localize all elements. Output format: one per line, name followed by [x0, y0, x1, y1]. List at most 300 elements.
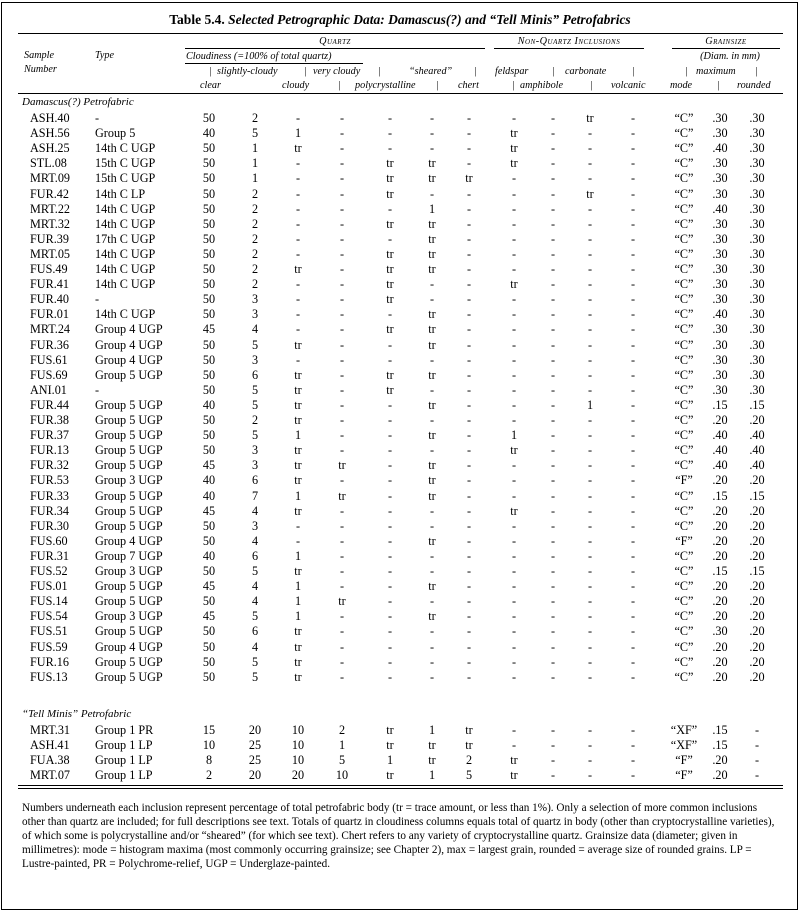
cell-carbonate: - [587, 367, 593, 382]
cell-cloudy: - [295, 277, 301, 292]
cell-cloudy: - [295, 322, 301, 337]
cell-polycrystalline: - [387, 443, 393, 458]
cell-type: 14th C UGP [95, 262, 156, 276]
cell-clear: 50 [202, 141, 216, 156]
cell-feldspar: - [511, 216, 517, 231]
cell-mode: “C” [674, 171, 694, 186]
cell-sample: FUR.37 [30, 428, 69, 443]
cell-chert: tr [465, 738, 473, 753]
cell-chert: - [466, 111, 472, 125]
cell-polycrystalline: tr [386, 292, 394, 307]
cell-rounded: .40 [749, 443, 765, 458]
cell-clear: 50 [202, 428, 216, 443]
quartz-group-header: Quartz [319, 36, 351, 47]
cell-mode: “C” [674, 458, 694, 473]
cell-carbonate: - [587, 352, 593, 367]
cell-sample: MRT.05 [30, 246, 71, 261]
cell-carbonate: - [587, 126, 593, 141]
cell-polycrystalline: - [387, 654, 393, 669]
cell-slightly-cloudy: 6 [251, 624, 259, 639]
lower-bar-3: | [512, 80, 515, 91]
cell-slightly-cloudy: 4 [251, 503, 259, 518]
cell-volcanic: - [630, 458, 636, 473]
cell-mode: “C” [674, 352, 694, 367]
cell-feldspar: - [511, 579, 517, 594]
cell-maximum: .30 [712, 156, 728, 171]
cell-maximum: .40 [712, 307, 728, 322]
cell-carbonate: - [587, 473, 593, 488]
diam-header: (Diam. in mm) [700, 51, 760, 62]
cell-mode: “C” [674, 624, 694, 639]
cell-volcanic: - [630, 231, 636, 246]
cell-feldspar: - [511, 624, 517, 639]
cell-sheared: tr [428, 473, 436, 488]
cell-carbonate: - [587, 141, 593, 156]
cell-maximum: .20 [712, 594, 728, 609]
cell-cloudy: - [295, 201, 301, 216]
cell-carbonate: 1 [586, 397, 594, 412]
cell-maximum: .20 [712, 548, 728, 563]
cell-type: Group 3 UGP [95, 564, 163, 578]
cell-amphibole: - [550, 246, 556, 261]
cell-slightly-cloudy: 3 [251, 518, 259, 533]
cell-chert: - [466, 201, 472, 216]
cell-sheared: - [429, 518, 435, 533]
cell-slightly-cloudy: 5 [251, 126, 259, 141]
cell-sheared: - [429, 186, 435, 201]
cell-maximum: .40 [712, 458, 728, 473]
cell-carbonate: - [587, 322, 593, 337]
cell-chert: tr [465, 171, 473, 186]
cell-carbonate: - [587, 669, 593, 684]
cell-sheared: tr [428, 579, 436, 594]
cell-mode: “C” [674, 594, 694, 609]
cell-sample: FUR.39 [30, 231, 69, 246]
cell-cloudy: - [295, 533, 301, 548]
lower-label-mode: mode [670, 80, 693, 91]
cell-volcanic: - [630, 126, 636, 141]
cell-feldspar: - [511, 518, 517, 533]
cell-type: 15th C UGP [95, 171, 156, 186]
cell-very-cloudy: 5 [338, 753, 346, 768]
cell-cloudy: - [295, 352, 301, 367]
cell-rounded: .20 [749, 624, 765, 639]
cell-sample: MRT.31 [30, 723, 71, 737]
cell-feldspar: - [511, 458, 517, 473]
type-header: Type [95, 50, 115, 61]
cell-amphibole: - [550, 458, 556, 473]
cell-rounded: .20 [749, 669, 765, 684]
cell-very-cloudy: - [339, 201, 345, 216]
cell-sheared: tr [428, 322, 436, 337]
cell-amphibole: - [550, 753, 556, 768]
cell-volcanic: - [630, 518, 636, 533]
cell-clear: 50 [202, 443, 216, 458]
cell-sheared: - [429, 413, 435, 427]
cell-carbonate: - [587, 594, 593, 609]
cell-sample: MRT.24 [30, 322, 71, 337]
cell-polycrystalline: - [387, 201, 393, 216]
cell-clear: 10 [202, 738, 216, 753]
cell-very-cloudy: - [339, 413, 345, 427]
cell-polycrystalline: - [387, 579, 393, 594]
cell-rounded: .30 [749, 262, 765, 276]
cell-maximum: .20 [712, 518, 728, 533]
cell-mode: “C” [674, 277, 694, 292]
cell-amphibole: - [550, 443, 556, 458]
cell-feldspar: tr [510, 156, 518, 171]
header-rule [18, 93, 783, 94]
cell-carbonate: - [587, 768, 593, 783]
cell-slightly-cloudy: 5 [251, 397, 259, 412]
cell-cloudy: tr [294, 382, 302, 397]
cell-carbonate: tr [586, 111, 594, 125]
cell-very-cloudy: - [339, 382, 345, 397]
cell-carbonate: - [587, 277, 593, 292]
cell-maximum: .30 [712, 216, 728, 231]
cell-mode: “C” [674, 307, 694, 322]
cell-sample: MRT.07 [30, 768, 71, 783]
cell-maximum: .20 [712, 753, 728, 768]
cell-sample: ASH.25 [30, 141, 70, 156]
cell-slightly-cloudy: 25 [248, 753, 262, 768]
cell-volcanic: - [630, 609, 636, 624]
upper-bar-8: | [755, 66, 758, 77]
cell-polycrystalline: - [387, 639, 393, 654]
cell-cloudy: - [295, 156, 301, 171]
cell-polycrystalline: tr [386, 216, 394, 231]
cell-rounded: .30 [749, 367, 765, 382]
cell-mode: “C” [674, 156, 694, 171]
cell-volcanic: - [630, 201, 636, 216]
cell-carbonate: - [587, 171, 593, 186]
cell-slightly-cloudy: 1 [251, 171, 259, 186]
cell-feldspar: - [511, 723, 517, 737]
cell-slightly-cloudy: 5 [251, 609, 259, 624]
cell-maximum: .40 [712, 428, 728, 443]
cell-feldspar: - [511, 564, 517, 578]
cell-clear: 50 [202, 654, 216, 669]
cell-mode: “C” [674, 443, 694, 458]
cell-rounded: - [754, 723, 760, 737]
cell-maximum: .30 [712, 382, 728, 397]
cell-sheared: - [429, 141, 435, 156]
cell-type: Group 5 UGP [95, 488, 163, 503]
cell-polycrystalline: - [387, 669, 393, 684]
cell-feldspar: - [511, 292, 517, 307]
cell-maximum: .20 [712, 579, 728, 594]
cell-chert: - [466, 352, 472, 367]
cell-mode: “C” [674, 488, 694, 503]
cell-slightly-cloudy: 3 [251, 352, 259, 367]
upper-bar-6: | [632, 66, 635, 77]
cell-slightly-cloudy: 4 [251, 533, 259, 548]
cell-type: - [95, 111, 100, 125]
cell-chert: - [466, 548, 472, 563]
cell-mode: “C” [674, 231, 694, 246]
cell-carbonate: - [587, 201, 593, 216]
lower-label-chert: chert [458, 80, 479, 91]
cell-sheared: tr [428, 488, 436, 503]
cell-rounded: .30 [749, 307, 765, 322]
cell-chert: - [466, 564, 472, 578]
cell-polycrystalline: - [387, 624, 393, 639]
cell-cloudy: - [295, 246, 301, 261]
cell-feldspar: - [511, 352, 517, 367]
cell-rounded: .20 [749, 413, 765, 427]
cell-polycrystalline: - [387, 594, 393, 609]
cell-maximum: .30 [712, 111, 728, 125]
cell-clear: 50 [202, 382, 216, 397]
cell-sample: STL.08 [30, 156, 67, 171]
cell-chert: - [466, 654, 472, 669]
cell-slightly-cloudy: 4 [251, 579, 259, 594]
lower-label-clear: clear [200, 80, 221, 91]
cell-slightly-cloudy: 4 [251, 322, 259, 337]
cell-cloudy: tr [294, 669, 302, 684]
cell-chert: - [466, 216, 472, 231]
cell-feldspar: - [511, 367, 517, 382]
cell-chert: - [466, 262, 472, 276]
cell-chert: - [466, 473, 472, 488]
cell-carbonate: - [587, 292, 593, 307]
cell-cloudy: - [295, 231, 301, 246]
cell-type: 14th C UGP [95, 141, 156, 156]
table-title [0, 12, 800, 28]
cell-sheared: tr [428, 609, 436, 624]
cell-type: Group 5 UGP [95, 397, 163, 412]
cell-amphibole: - [550, 352, 556, 367]
cell-very-cloudy: - [339, 443, 345, 458]
cell-feldspar: - [511, 594, 517, 609]
cell-type: Group 1 PR [95, 723, 154, 737]
cell-mode: “C” [674, 322, 694, 337]
cell-polycrystalline: tr [386, 246, 394, 261]
cell-clear: 2 [205, 768, 213, 783]
cell-type: Group 5 UGP [95, 443, 163, 458]
cell-cloudy: tr [294, 654, 302, 669]
cell-polycrystalline: - [387, 548, 393, 563]
cell-sheared: - [429, 443, 435, 458]
cell-slightly-cloudy: 3 [251, 443, 259, 458]
cell-feldspar: tr [510, 753, 518, 768]
upper-bar-4: | [474, 66, 477, 77]
cell-rounded: .30 [749, 171, 765, 186]
cell-mode: “C” [674, 126, 694, 141]
cell-slightly-cloudy: 6 [251, 473, 259, 488]
cell-feldspar: tr [510, 443, 518, 458]
cell-polycrystalline: - [387, 413, 393, 427]
cell-cloudy: tr [294, 397, 302, 412]
lower-label-rounded: rounded [737, 80, 771, 91]
cell-chert: - [466, 231, 472, 246]
cell-amphibole: - [550, 533, 556, 548]
cell-type: Group 5 UGP [95, 669, 163, 684]
cell-polycrystalline: tr [386, 322, 394, 337]
cell-slightly-cloudy: 2 [251, 111, 259, 125]
cell-sheared: tr [428, 156, 436, 171]
cell-maximum: .20 [712, 503, 728, 518]
cell-rounded: - [754, 753, 760, 768]
cell-very-cloudy: 2 [338, 723, 346, 737]
cell-volcanic: - [630, 337, 636, 352]
cell-clear: 40 [202, 473, 216, 488]
lower-label-cloudy: cloudy [282, 80, 310, 91]
cell-very-cloudy: - [339, 277, 345, 292]
cell-amphibole: - [550, 548, 556, 563]
cell-clear: 50 [202, 216, 216, 231]
cell-very-cloudy: 10 [335, 768, 349, 783]
cell-cloudy: tr [294, 443, 302, 458]
nonquartz-group-rule [494, 48, 644, 49]
cell-rounded: - [754, 738, 760, 753]
cell-clear: 45 [202, 322, 216, 337]
cell-cloudy: tr [294, 367, 302, 382]
cell-maximum: .30 [712, 352, 728, 367]
cell-mode: “C” [674, 654, 694, 669]
cell-amphibole: - [550, 397, 556, 412]
cell-volcanic: - [630, 171, 636, 186]
cell-very-cloudy: 1 [338, 738, 346, 753]
cell-slightly-cloudy: 5 [251, 428, 259, 443]
cell-rounded: .30 [749, 141, 765, 156]
bottom-rule-1 [18, 785, 783, 786]
cell-polycrystalline: - [387, 458, 393, 473]
cell-clear: 40 [202, 488, 216, 503]
cell-feldspar: - [511, 533, 517, 548]
section-title: “Tell Minis” Petrofabric [22, 708, 132, 720]
cell-amphibole: - [550, 367, 556, 382]
sample-header-line2: Number [24, 64, 57, 75]
cell-type: Group 3 UGP [95, 473, 163, 488]
cell-chert: - [466, 292, 472, 307]
cell-amphibole: - [550, 738, 556, 753]
cell-chert: - [466, 458, 472, 473]
cell-type: Group 1 LP [95, 753, 153, 768]
cell-sheared: 1 [428, 768, 436, 783]
cell-sheared: - [429, 111, 435, 125]
cell-mode: “XF” [670, 723, 698, 737]
cell-volcanic: - [630, 141, 636, 156]
grainsize-group-header: Grainsize [705, 36, 747, 47]
cell-amphibole: - [550, 322, 556, 337]
cell-type: Group 5 UGP [95, 579, 163, 594]
cell-cloudy: 1 [294, 579, 302, 594]
cell-chert: - [466, 518, 472, 533]
cloudiness-header: Cloudiness (=100% of total quartz) [186, 51, 332, 62]
cell-maximum: .30 [712, 292, 728, 307]
cell-cloudy: 10 [291, 723, 305, 737]
cell-volcanic: - [630, 216, 636, 231]
top-rule [18, 33, 783, 34]
quartz-group-rule [185, 48, 485, 49]
cell-type: Group 5 UGP [95, 624, 163, 639]
cell-sheared: tr [428, 367, 436, 382]
cell-polycrystalline: - [387, 352, 393, 367]
cell-very-cloudy: - [339, 111, 345, 125]
cell-rounded: .30 [749, 186, 765, 201]
upper-bar-3: | [378, 66, 381, 77]
cell-rounded: .30 [749, 126, 765, 141]
cell-volcanic: - [630, 413, 636, 427]
cell-sample: FUR.44 [30, 397, 69, 412]
cell-rounded: .30 [749, 201, 765, 216]
cell-chert: - [466, 156, 472, 171]
cell-polycrystalline: 1 [386, 753, 394, 768]
cell-slightly-cloudy: 2 [251, 216, 259, 231]
cell-maximum: .30 [712, 186, 728, 201]
cell-clear: 50 [202, 594, 216, 609]
cell-clear: 50 [202, 639, 216, 654]
cell-rounded: .30 [749, 382, 765, 397]
cell-mode: “C” [674, 262, 694, 276]
cell-type: Group 5 UGP [95, 428, 163, 443]
cell-sheared: tr [428, 171, 436, 186]
cell-feldspar: - [511, 488, 517, 503]
cell-polycrystalline: - [387, 428, 393, 443]
cell-sample: FUR.30 [30, 518, 69, 533]
cell-feldspar: tr [510, 141, 518, 156]
cell-chert: - [466, 126, 472, 141]
cell-rounded: .30 [749, 292, 765, 307]
cell-carbonate: - [587, 246, 593, 261]
cell-chert: 2 [465, 753, 473, 768]
cell-polycrystalline: - [387, 518, 393, 533]
cell-carbonate: - [587, 654, 593, 669]
cell-feldspar: - [511, 307, 517, 322]
cell-volcanic: - [630, 443, 636, 458]
cell-mode: “C” [674, 292, 694, 307]
cell-volcanic: - [630, 473, 636, 488]
cell-feldspar: - [511, 322, 517, 337]
cell-polycrystalline: - [387, 111, 393, 125]
cell-feldspar: tr [510, 126, 518, 141]
cell-type: Group 4 UGP [95, 533, 163, 548]
cell-maximum: .40 [712, 201, 728, 216]
cell-very-cloudy: - [339, 292, 345, 307]
cell-carbonate: - [587, 518, 593, 533]
cell-type: Group 5 UGP [95, 654, 163, 669]
cell-sample: FUR.31 [30, 548, 69, 563]
cell-cloudy: tr [294, 337, 302, 352]
cell-amphibole: - [550, 126, 556, 141]
cell-slightly-cloudy: 2 [251, 186, 259, 201]
cell-sheared: - [429, 126, 435, 141]
cell-maximum: .15 [712, 564, 728, 578]
cell-sheared: tr [428, 337, 436, 352]
cell-mode: “C” [674, 246, 694, 261]
cell-amphibole: - [550, 579, 556, 594]
cell-cloudy: 1 [294, 594, 302, 609]
cell-carbonate: - [587, 337, 593, 352]
cell-type: Group 3 UGP [95, 609, 163, 624]
cell-carbonate: - [587, 738, 593, 753]
cell-maximum: .40 [712, 443, 728, 458]
cell-cloudy: tr [294, 262, 302, 276]
cell-maximum: .30 [712, 126, 728, 141]
cell-amphibole: - [550, 337, 556, 352]
cell-amphibole: - [550, 488, 556, 503]
cell-cloudy: 1 [294, 428, 302, 443]
bottom-rule-2 [18, 788, 783, 789]
cell-sheared: - [429, 277, 435, 292]
cell-clear: 50 [202, 201, 216, 216]
cell-chert: - [466, 186, 472, 201]
cell-mode: “C” [674, 518, 694, 533]
cell-cloudy: tr [294, 473, 302, 488]
cell-carbonate: - [587, 564, 593, 578]
cell-very-cloudy: - [339, 579, 345, 594]
